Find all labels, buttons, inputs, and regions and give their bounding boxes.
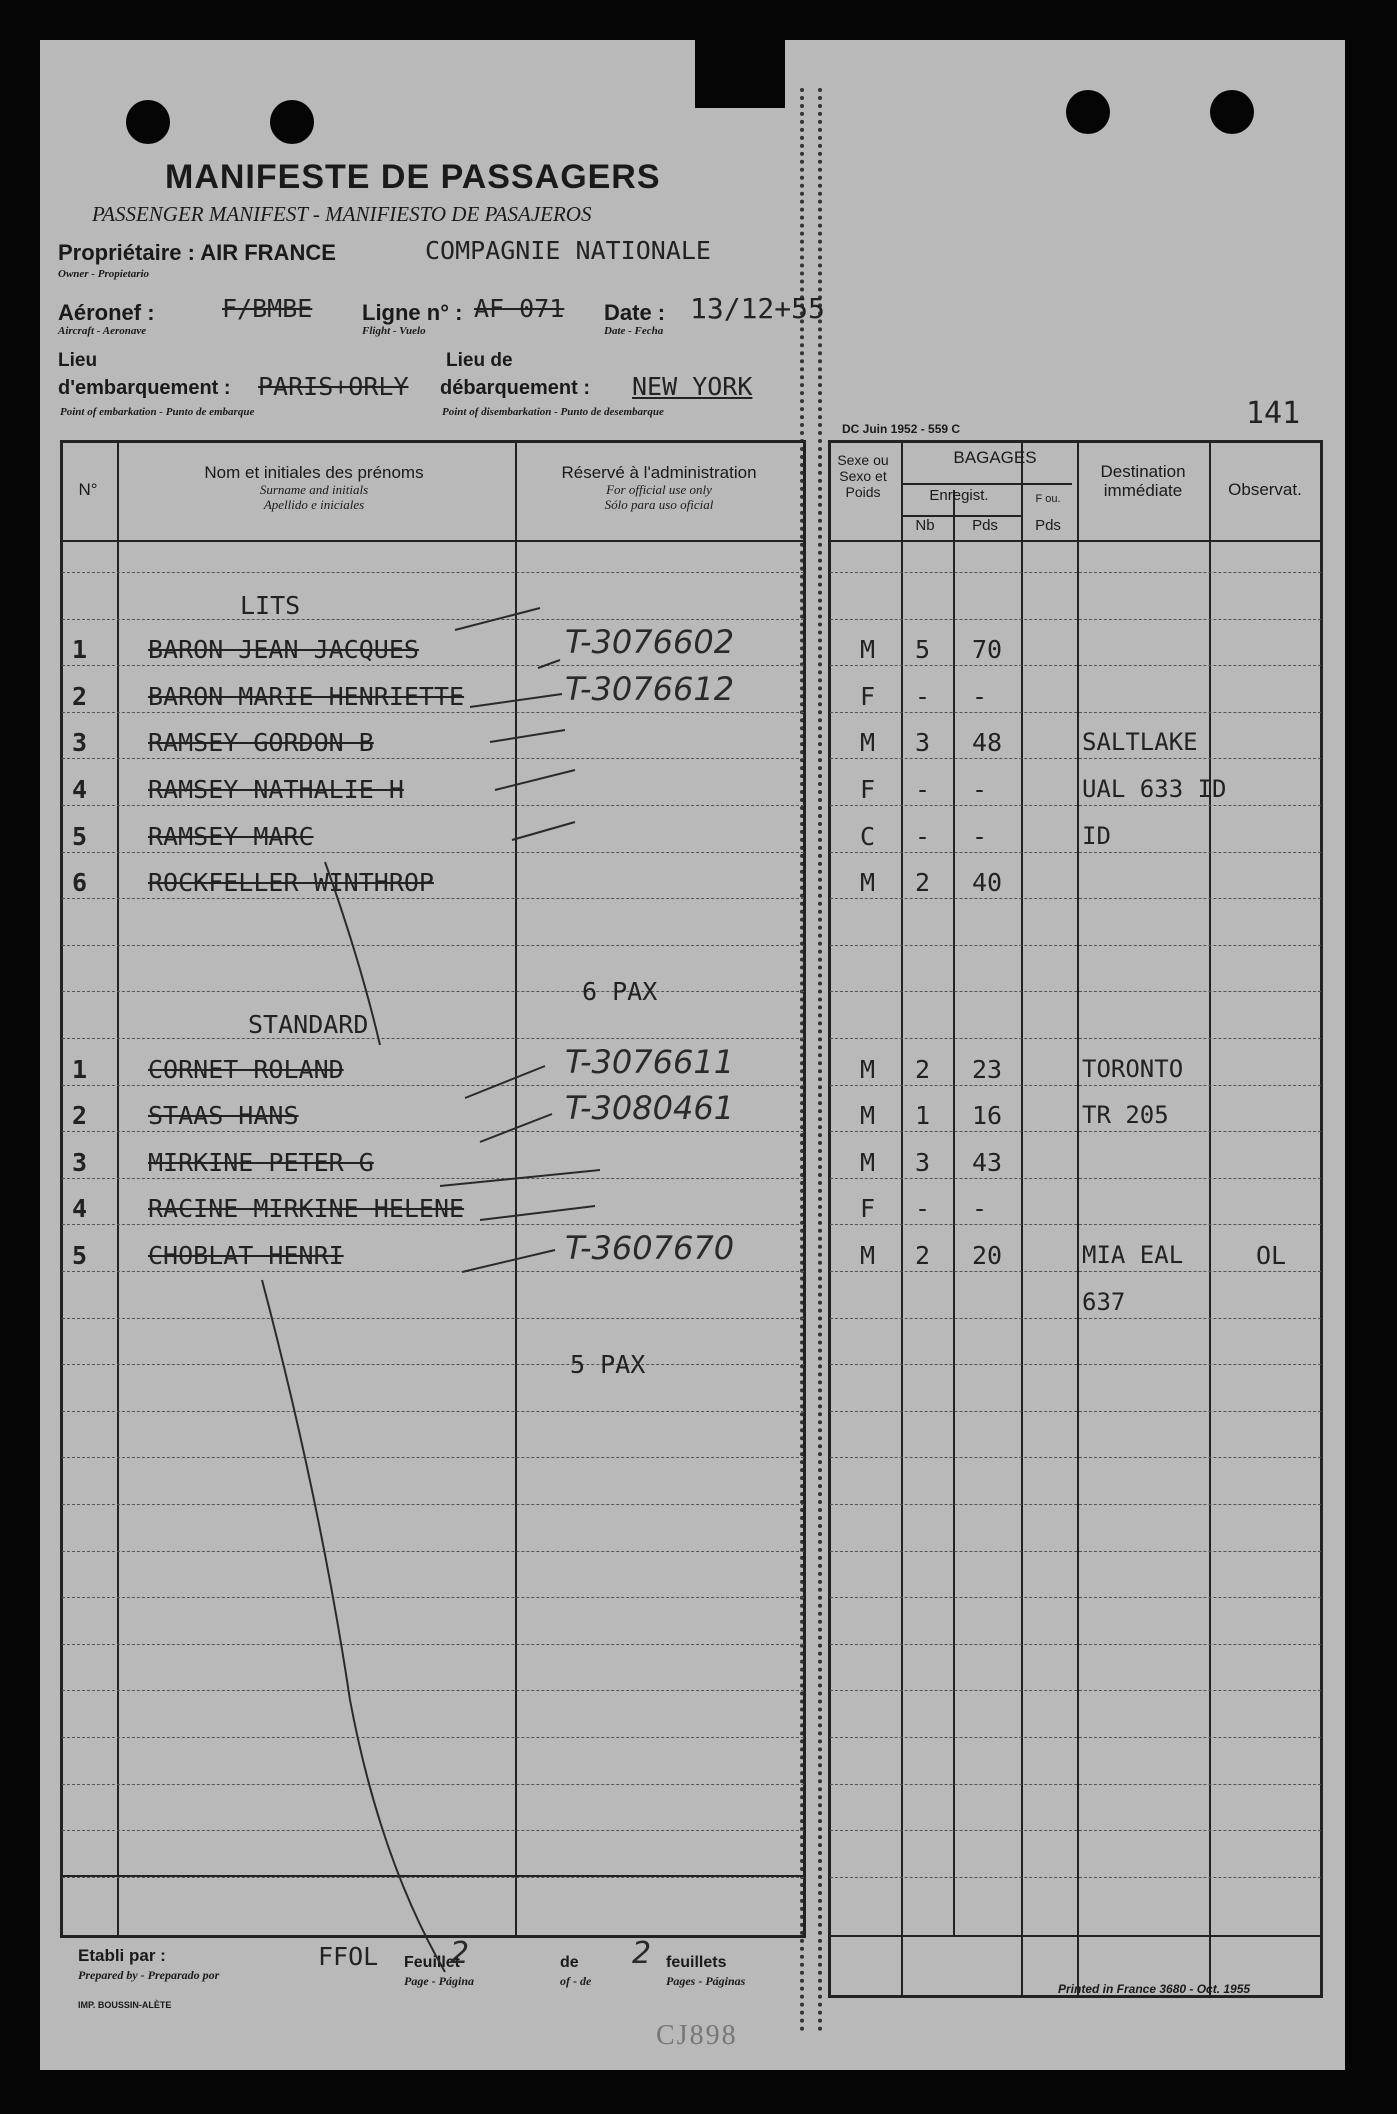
manifest-title: MANIFESTE DE PASSAGERS	[165, 158, 661, 196]
baggage-count: -	[915, 682, 931, 711]
baggage-count: 5	[915, 635, 931, 664]
disembark-sublabel: Point of disembarkation - Punto de desembarque	[442, 406, 664, 418]
page-ref-number: 141	[1246, 396, 1301, 431]
page-sublabel: Page - Página	[404, 1974, 474, 1988]
passenger-name: CORNET ROLAND	[148, 1055, 344, 1084]
passenger-sex: M	[860, 635, 876, 664]
owner-value: COMPAGNIE NATIONALE	[425, 236, 711, 265]
ticket-number: T-3076612	[565, 670, 735, 708]
destination-extra: 637	[1082, 1288, 1126, 1316]
passenger-sex: M	[860, 1101, 876, 1130]
owner-sublabel: Owner - Propietario	[58, 268, 150, 280]
passenger-name: RAMSEY MARC	[148, 822, 314, 851]
manifest-subtitle: PASSENGER MANIFEST - MANIFIESTO DE PASAJEROS	[92, 202, 592, 226]
passenger-number: 3	[72, 1148, 88, 1177]
disembark-label-1: Lieu de	[446, 350, 513, 371]
destination: TORONTO	[1082, 1055, 1184, 1083]
baggage-weight: 70	[972, 635, 1003, 664]
destination: TR 205	[1082, 1101, 1169, 1129]
passenger-sex: F	[860, 682, 876, 711]
col-header-bagages: BAGAGES	[953, 448, 1037, 467]
passenger-number: 5	[72, 1241, 88, 1270]
passenger-name: BARON JEAN JACQUES	[148, 635, 419, 664]
page-value: 2	[450, 1936, 470, 1971]
pages-sublabel: Pages - Páginas	[666, 1974, 746, 1988]
col-header-name-sub-1: Surname and initials	[259, 482, 369, 497]
passenger-name: RAMSEY NATHALIE H	[148, 775, 404, 804]
baggage-weight: 40	[972, 868, 1003, 897]
passenger-name: MIRKINE PETER G	[148, 1148, 374, 1177]
col-header-pds-2: Pds	[1035, 517, 1061, 534]
passenger-name: RAMSEY GORDON B	[148, 728, 374, 757]
passenger-number: 4	[72, 775, 88, 804]
passenger-name: RACINE MIRKINE HELENE	[148, 1194, 465, 1223]
ticket-number: T-3080461	[565, 1089, 735, 1127]
baggage-count: 2	[915, 868, 931, 897]
disembark-value: NEW YORK	[632, 372, 753, 401]
col-header-no: N°	[78, 480, 98, 499]
embark-sublabel: Point of embarkation - Punto de embarque	[60, 406, 255, 418]
form-code: DC Juin 1952 - 559 C	[842, 422, 961, 436]
passenger-sex: F	[860, 1194, 876, 1223]
col-header-nb: Nb	[915, 517, 935, 534]
col-header-destination: Destination immédiate	[1100, 462, 1186, 500]
ticket-number: T-3607670	[565, 1229, 735, 1267]
of-sublabel: of - de	[560, 1974, 592, 1988]
col-header-pds: Pds	[972, 517, 998, 534]
passenger-number: 6	[72, 868, 88, 897]
observation: OL	[1256, 1241, 1287, 1270]
passenger-name: STAAS HANS	[148, 1101, 299, 1130]
owner-label: Propriétaire : AIR FRANCE	[58, 240, 336, 265]
prepared-value: FFOL	[318, 1942, 379, 1971]
baggage-count: 2	[915, 1241, 931, 1270]
embark-label-2: d'embarquement :	[58, 377, 231, 399]
passenger-sex: M	[860, 1241, 876, 1270]
passenger-number: 4	[72, 1194, 88, 1223]
baggage-weight: 20	[972, 1241, 1003, 1270]
col-header-name-label: Nom et initiales des prénoms	[204, 463, 424, 482]
baggage-weight: 48	[972, 728, 1003, 757]
passenger-sex: M	[860, 1055, 876, 1084]
col-header-enregist: Enregist.	[929, 487, 989, 504]
aircraft-value: F/BMBE	[222, 294, 313, 323]
passenger-name: ROCKFELLER WINTHROP	[148, 868, 434, 897]
page-label: Feuillet	[404, 1954, 461, 1971]
embark-label-1: Lieu	[58, 350, 98, 371]
pages-label: feuillets	[666, 1954, 727, 1971]
disembark-label-2: débarquement :	[440, 377, 591, 399]
embark-value: PARIS+ORLY	[258, 372, 409, 401]
passenger-name: CHOBLAT HENRI	[148, 1241, 344, 1270]
flight-value: AF 071	[474, 294, 565, 323]
destination: ID	[1082, 822, 1111, 850]
section-heading: LITS	[240, 591, 301, 620]
passenger-sex: C	[860, 822, 876, 851]
prepared-sublabel: Prepared by - Preparado por	[78, 1968, 220, 1982]
destination: SALTLAKE	[1082, 728, 1198, 756]
baggage-weight: -	[972, 682, 988, 711]
baggage-count: -	[915, 1194, 931, 1223]
passenger-number: 3	[72, 728, 88, 757]
date-value: 13/12+55	[690, 292, 825, 325]
section-total: 6 PAX	[582, 977, 658, 1006]
flight-sublabel: Flight - Vuelo	[362, 325, 426, 337]
archive-stamp: CJ898	[656, 2020, 738, 2051]
baggage-weight: 23	[972, 1055, 1003, 1084]
passenger-sex: F	[860, 775, 876, 804]
printer-note: IMP. BOUSSIN-ALÈTE	[78, 2000, 172, 2010]
baggage-count: 3	[915, 728, 931, 757]
passenger-number: 1	[72, 635, 88, 664]
date-label: Date :	[604, 300, 666, 325]
baggage-count: 3	[915, 1148, 931, 1177]
col-header-hors: F ou.	[1035, 493, 1061, 505]
col-header-admin-label: Réservé à l'administration	[561, 463, 757, 482]
section-total: 5 PAX	[570, 1350, 646, 1379]
baggage-count: 1	[915, 1101, 931, 1130]
col-header-observ: Observat.	[1228, 480, 1302, 499]
flight-label: Ligne n° :	[362, 300, 463, 325]
passenger-number: 5	[72, 822, 88, 851]
passenger-sex: M	[860, 728, 876, 757]
baggage-count: -	[915, 775, 931, 804]
baggage-weight: 16	[972, 1101, 1003, 1130]
baggage-weight: -	[972, 775, 988, 804]
baggage-weight: -	[972, 822, 988, 851]
passenger-name: BARON MARIE HENRIETTE	[148, 682, 465, 711]
passenger-number: 2	[72, 1101, 88, 1130]
baggage-count: 2	[915, 1055, 931, 1084]
col-header-admin-sub-2: Sólo para uso oficial	[604, 497, 714, 512]
total-pages-value: 2	[632, 1936, 652, 1971]
ticket-number: T-3076602	[565, 623, 735, 661]
col-header-sex: Sexe ou Sexo et Poids	[837, 452, 889, 500]
baggage-weight: -	[972, 1194, 988, 1223]
ticket-number: T-3076611	[565, 1043, 735, 1081]
passenger-number: 1	[72, 1055, 88, 1084]
aircraft-sublabel: Aircraft - Aeronave	[58, 325, 147, 337]
col-header-admin-sub-1: For official use only	[606, 482, 712, 497]
col-header-name-sub-2: Apellido e iniciales	[263, 497, 365, 512]
baggage-weight: 43	[972, 1148, 1003, 1177]
aircraft-label: Aéronef :	[58, 300, 155, 325]
passenger-sex: M	[860, 868, 876, 897]
destination: UAL 633 ID	[1082, 775, 1227, 803]
printed-note: Printed in France 3680 - Oct. 1955	[1058, 1982, 1251, 1996]
destination: MIA EAL	[1082, 1241, 1184, 1269]
date-sublabel: Date - Fecha	[604, 325, 664, 337]
passenger-sex: M	[860, 1148, 876, 1177]
passenger-number: 2	[72, 682, 88, 711]
section-heading: STANDARD	[248, 1010, 369, 1039]
of-label: de	[560, 1954, 579, 1971]
baggage-count: -	[915, 822, 931, 851]
prepared-label: Etabli par :	[78, 1946, 166, 1965]
